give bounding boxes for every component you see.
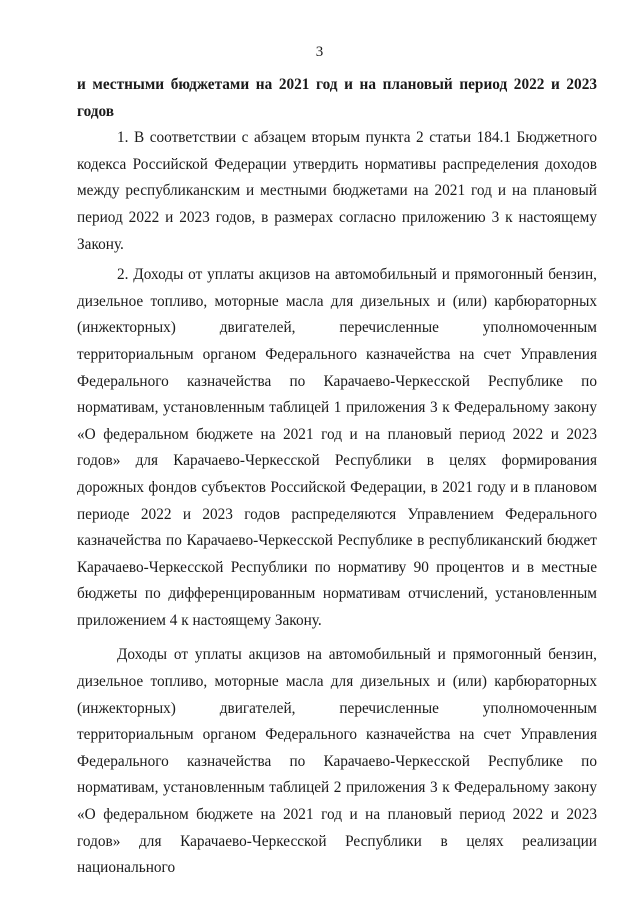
section-heading-continuation: и местными бюджетами на 2021 год и на плановый период 2022 и 2023 годов	[77, 76, 597, 120]
document-body	[77, 72, 597, 882]
page-number: 3	[315, 44, 324, 60]
paragraph-3: Доходы от уплаты акцизов на автомобильный и прямогонный бензин, дизельное топливо, моторные масла для дизельных и (или) карбюраторных (инжекторных) двигателей, перечисленные уполномоченным территориальным органом Федерального казначейства на счет Управления Федерального казначейства по Карачаево-Черкесской Республике по нормативам, установленным таблицей 2 приложения 3 к Федеральному закону «О федеральном бюджете на 2021 год и на плановый период 2022 и 2023 годов» для Карачаево-Черкесской Республики в целях реализации национального	[77, 646, 597, 877]
paragraph-1: 1. В соответствии с абзацем вторым пункта 2 статьи 184.1 Бюджетного кодекса Российской Федерации утвердить нормативы распределения доходов между республиканским и местными бюджетами на 2021 год и на плановый период 2022 и 2023 годов, в размерах согласно приложению 3 к настоящему Закону.	[77, 129, 597, 253]
paragraph-2: 2. Доходы от уплаты акцизов на автомобильный и прямогонный бензин, дизельное топливо, моторные масла для дизельных и (или) карбюраторных (инжекторных) двигателей, перечисленные уполномоченным территориальным органом Федерального казначейства на счет Управления Федерального казначейства по Карачаево-Черкесской Республике по нормативам, установленным таблицей 1 приложения 3 к Федеральному закону «О федеральном бюджете на 2021 год и на плановый период 2022 и 2023 годов» для Карачаево-Черкесской Республики в целях формирования дорожных фондов субъектов Российской Федерации, в 2021 году и в плановом периоде 2022 и 2023 годов распределяются Управлением Федерального казначейства по Карачаево-Черкесской Республике в республиканский бюджет Карачаево-Черкесской Республики по нормативу 90 процентов и в местные бюджеты по дифференцированным нормативам отчислений, установленным приложением 4 к настоящему Закону.	[77, 266, 597, 629]
